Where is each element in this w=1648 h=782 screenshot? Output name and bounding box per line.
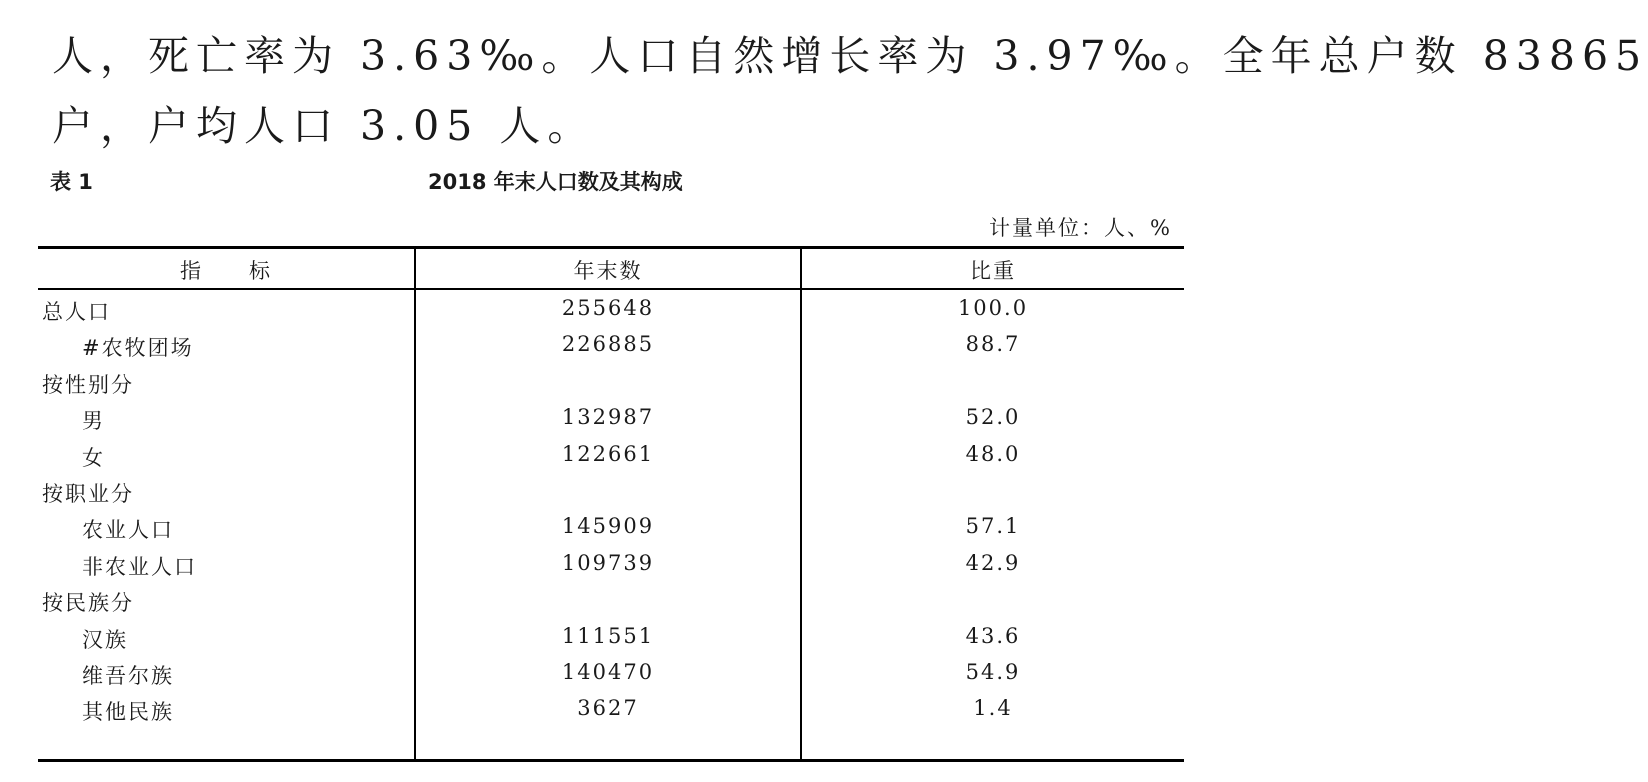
table-row (38, 696, 1184, 732)
row-label: 汉族 (82, 627, 128, 652)
row-label: 农业人口 (82, 518, 174, 543)
table-body (38, 296, 1184, 733)
table-row (38, 624, 1184, 660)
row-label: 按职业分 (42, 481, 134, 506)
population-table (38, 246, 1184, 762)
row-share: 88.7 (965, 332, 1021, 357)
row-count: 132987 (561, 405, 655, 430)
table-title: 2018 年末人口数及其构成 (428, 170, 683, 194)
row-share: 43.6 (965, 623, 1021, 648)
row-count: 145909 (561, 514, 655, 539)
row-count: 109739 (561, 550, 655, 575)
table-row (38, 587, 1184, 623)
row-share: 100.0 (957, 296, 1029, 320)
table-row (38, 478, 1184, 514)
row-label: 按性别分 (42, 372, 134, 397)
table-row (38, 442, 1184, 478)
row-share: 57.1 (965, 514, 1021, 539)
header-year-end-count: 年末数 (573, 259, 643, 283)
row-label: 总人口 (42, 300, 111, 324)
row-label: 非农业人口 (82, 554, 197, 579)
table-bottom-rule (38, 759, 1184, 762)
row-share: 1.4 (973, 696, 1013, 721)
row-share: 42.9 (965, 550, 1021, 575)
table-top-rule (38, 246, 1184, 249)
row-label: 按民族分 (42, 591, 134, 616)
row-count: 226885 (561, 332, 655, 357)
row-label: 其他民族 (82, 700, 174, 725)
row-share: 54.9 (965, 659, 1021, 684)
header-indicator: 指 标 (180, 259, 272, 283)
row-count: 255648 (561, 296, 655, 320)
table-header-rule (38, 288, 1184, 290)
row-share: 52.0 (965, 405, 1021, 430)
table-row (38, 551, 1184, 587)
row-label: 维吾尔族 (82, 663, 174, 688)
paragraph-line-1: 人，死亡率为 3.63‰。人口自然增长率为 3.97‰。全年总户数 83865 (52, 32, 1648, 80)
row-label: 男 (82, 409, 105, 434)
row-count: 111551 (561, 623, 655, 648)
row-count: 3627 (577, 696, 639, 721)
table-label: 表 1 (50, 170, 93, 194)
table-row (38, 660, 1184, 696)
paragraph-line-2: 户，户均人口 3.05 人。 (52, 102, 596, 150)
header-share: 比重 (970, 259, 1016, 283)
row-share: 48.0 (965, 441, 1021, 466)
table-row (38, 514, 1184, 550)
table-row (38, 369, 1184, 405)
row-label: #农牧团场 (82, 336, 194, 361)
table-unit: 计量单位：人、% (989, 216, 1172, 240)
row-count: 122661 (561, 441, 655, 466)
table-row (38, 332, 1184, 368)
row-count: 140470 (561, 659, 655, 684)
table-row (38, 296, 1184, 332)
row-label: 女 (82, 445, 105, 470)
table-row (38, 405, 1184, 441)
